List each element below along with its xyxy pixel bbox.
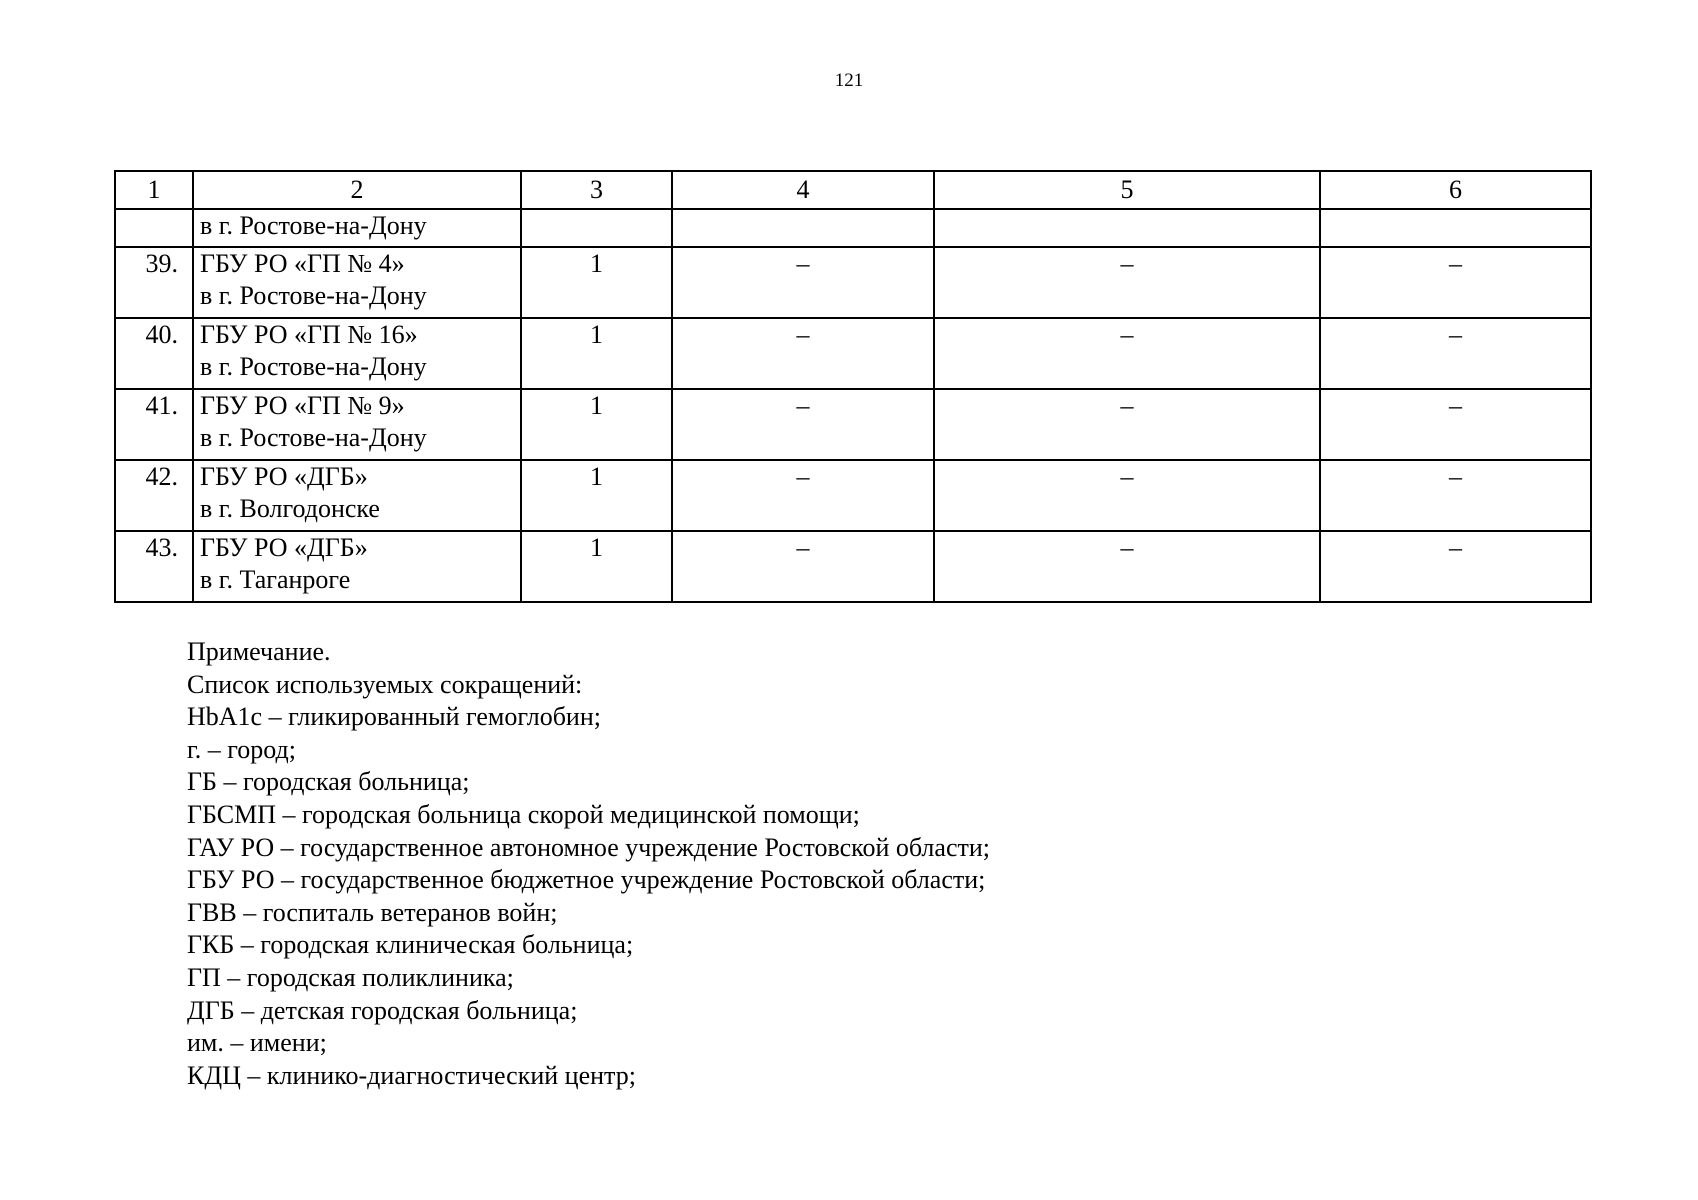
name-line-1: ГБУ РО «ГП № 16» — [200, 320, 418, 349]
table-cell — [934, 209, 1320, 247]
name-line-1: ГБУ РО «ДГБ» — [200, 533, 368, 562]
abbreviation-item: ГП – городская поликлиника; — [187, 962, 514, 992]
row-number: 40. — [115, 318, 193, 389]
table-cell-name: в г. Ростове-на-Дону — [193, 209, 521, 247]
table-cell: – — [1320, 389, 1591, 460]
table-cell — [1320, 209, 1591, 247]
row-number: 42. — [115, 460, 193, 531]
notes-subtitle: Список используемых сокращений: — [187, 669, 583, 699]
page-number: 121 — [834, 70, 864, 91]
table-row — [115, 460, 1591, 531]
table-cell: – — [672, 247, 934, 318]
column-header: 2 — [193, 171, 521, 209]
table-cell: – — [934, 389, 1320, 460]
row-number: 41. — [115, 389, 193, 460]
data-table — [114, 170, 1592, 603]
notes-title: Примечание. — [187, 637, 331, 666]
abbreviation-item: ГБУ РО – государственное бюджетное учреждение Ростовской области; — [187, 865, 986, 895]
table-cell — [115, 209, 193, 247]
abbreviation-item: г. – город; — [187, 734, 296, 764]
name-line-1: ГБУ РО «ГП № 9» — [200, 391, 405, 420]
table-cell: – — [672, 460, 934, 531]
table-cell-name — [193, 531, 521, 602]
table-cell: – — [672, 318, 934, 389]
table-cell-name — [193, 318, 521, 389]
column-header: 5 — [934, 171, 1320, 209]
row-number: 43. — [115, 531, 193, 602]
table-cell: 1 — [521, 531, 672, 602]
table-cell — [672, 209, 934, 247]
name-line-2: в г. Таганроге — [200, 565, 351, 594]
abbreviation-item: ГКБ – городская клиническая больница; — [187, 930, 634, 960]
table-cell — [521, 209, 672, 247]
row-number: 39. — [115, 247, 193, 318]
table-row — [115, 318, 1591, 389]
table-row — [115, 247, 1591, 318]
table-cell: – — [934, 531, 1320, 602]
abbreviation-item: ГБ – городская больница; — [187, 767, 470, 797]
abbreviation-item: им. – имени; — [187, 1028, 327, 1058]
table-cell: 1 — [521, 460, 672, 531]
abbreviation-item: КДЦ – клинико-диагностический центр; — [187, 1060, 636, 1090]
table-cell: 1 — [521, 247, 672, 318]
table-cell: – — [1320, 460, 1591, 531]
name-line-1: ГБУ РО «ГП № 4» — [200, 249, 405, 278]
column-header: 3 — [521, 171, 672, 209]
table-cell: – — [1320, 531, 1591, 602]
table-cell: 1 — [521, 389, 672, 460]
column-header: 4 — [672, 171, 934, 209]
table-cell: – — [672, 389, 934, 460]
notes-section — [187, 636, 990, 1092]
abbreviation-item: ГБСМП – городская больница скорой медицинской помощи; — [187, 799, 860, 829]
table-header-row — [115, 171, 1591, 209]
table-row — [115, 531, 1591, 602]
column-header: 6 — [1320, 171, 1591, 209]
table-cell: – — [934, 247, 1320, 318]
name-line-2: в г. Волгодонске — [200, 494, 380, 523]
table-cell: – — [934, 460, 1320, 531]
table-row — [115, 389, 1591, 460]
name-line-2: в г. Ростове-на-Дону — [200, 352, 427, 381]
name-line-2: в г. Ростове-на-Дону — [200, 281, 427, 310]
name-line-1: ГБУ РО «ДГБ» — [200, 462, 368, 491]
abbreviation-item: ДГБ – детская городская больница; — [187, 995, 578, 1025]
table-cell: – — [672, 531, 934, 602]
name-line-2: в г. Ростове-на-Дону — [200, 423, 427, 452]
column-header: 1 — [115, 171, 193, 209]
table-cell: – — [1320, 318, 1591, 389]
table-cell-name — [193, 247, 521, 318]
table-cell-name — [193, 389, 521, 460]
table-cell: – — [1320, 247, 1591, 318]
table-row-continuation — [115, 209, 1591, 247]
abbreviation-item: ГАУ РО – государственное автономное учреждение Ростовской области; — [187, 832, 990, 862]
abbreviation-item: HbA1c – гликированный гемоглобин; — [187, 702, 601, 732]
table-cell: 1 — [521, 318, 672, 389]
table-cell: – — [934, 318, 1320, 389]
table-cell-name — [193, 460, 521, 531]
abbreviation-item: ГВВ – госпиталь ветеранов войн; — [187, 897, 558, 927]
